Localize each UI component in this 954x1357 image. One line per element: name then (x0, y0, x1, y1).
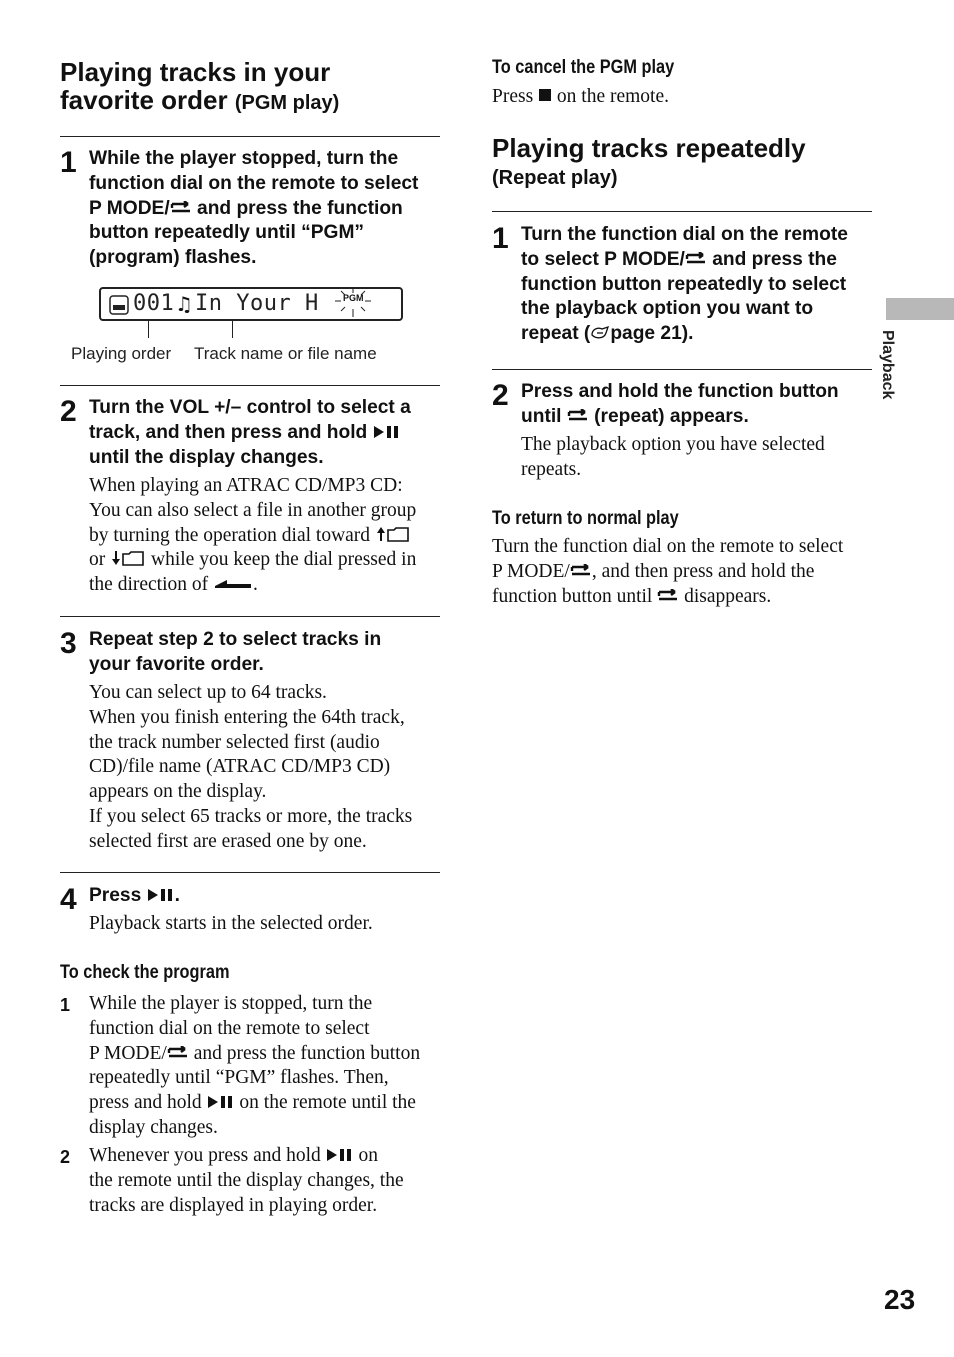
step-3-heading: Repeat step 2 to select tracks in your favorite order. (89, 629, 382, 675)
title-line-2: favorite order (PGM play) (60, 85, 340, 115)
caption-track-name: Track name or file name (194, 344, 377, 363)
music-note-icon: ♫ (175, 292, 193, 316)
cancel-pgm-body: Press on the remote. (492, 86, 670, 107)
reference-icon (590, 325, 610, 341)
playing-order-text: 001 (133, 291, 175, 316)
divider (60, 616, 440, 617)
section-tab-marker (886, 298, 954, 320)
pgm-flash-icon (333, 285, 373, 321)
lcd-display (99, 287, 403, 321)
check-program-title: To check the program (60, 962, 230, 983)
callout-line (232, 320, 233, 338)
section-subtitle-repeat: (Repeat play) (492, 167, 618, 189)
divider (60, 385, 440, 386)
section-title-repeat: Playing tracks repeatedly (492, 133, 806, 163)
track-name-text: In Your H (195, 291, 319, 316)
repeat-step-2-heading: Press and hold the function button until (repeat) appears. (521, 381, 839, 427)
repeat-icon (170, 201, 192, 215)
play-pause-icon (207, 1095, 235, 1109)
step-4-heading: Press . (89, 885, 180, 906)
play-pause-icon (326, 1148, 354, 1162)
repeat-icon (685, 252, 707, 266)
caption-playing-order: Playing order (71, 344, 172, 363)
list-number: 2 (60, 1147, 71, 1167)
pgm-indicator: PGM (343, 293, 364, 303)
cancel-pgm-title: To cancel the PGM play (492, 57, 675, 78)
step-2-heading: Turn the VOL +/– control to select a track, and then press and hold until the display changes. (89, 397, 411, 468)
step-number: 4 (60, 883, 77, 916)
step-number: 1 (492, 222, 509, 255)
list-number: 1 (60, 995, 71, 1015)
divider (492, 211, 872, 212)
repeat-icon (570, 564, 592, 578)
repeat-icon (567, 409, 589, 423)
step-number: 3 (60, 627, 77, 660)
disc-icon (109, 295, 129, 315)
divider (60, 872, 440, 873)
section-tab-label: Playback (879, 330, 896, 400)
page-number: 23 (884, 1284, 916, 1315)
check-item-2: Whenever you press and hold on the remote until the display changes, the tracks are displayed in playing order. (89, 1145, 404, 1216)
left-arrow-icon (213, 578, 253, 590)
step-number: 1 (60, 146, 77, 179)
stop-icon (538, 88, 552, 102)
repeat-step-1-heading: Turn the function dial on the remote to select P MODE/ and press the function button repeatedly to select the playback option you want to repeat ( page 21). (521, 224, 848, 345)
check-item-1: While the player is stopped, turn the function dial on the remote to select P MODE/ and press the function button repeatedly until “PGM” flashes. Then, press and hold on the remote until the display changes. (89, 993, 421, 1138)
folder-up-icon (375, 525, 411, 543)
step-3-body: You can select up to 64 tracks. When you finish entering the 64th track, the track number selected first (audio CD)/file name (ATRAC CD/MP3 CD) appears on the display. If you select 65 tracks or more, the tracks selected first are erased one by one. (89, 682, 413, 852)
divider (60, 136, 440, 137)
repeat-icon (167, 1046, 189, 1060)
step-2-body: When playing an ATRAC CD/MP3 CD: You can also select a file in another group by turning the operation dial toward or while you keep the dial pressed in the direction of . (89, 475, 417, 596)
section-title-pgm (60, 58, 339, 117)
title-line-1: Playing tracks in your (60, 57, 331, 87)
divider (492, 369, 872, 370)
play-pause-icon (147, 888, 175, 902)
play-pause-icon (373, 425, 401, 439)
repeat-icon (657, 589, 679, 603)
step-1-heading: While the player stopped, turn the function dial on the remote to select P MODE/ and press the function button repeatedly until “PGM” (program) flashes. (89, 148, 419, 269)
normal-play-body: Turn the function dial on the remote to select P MODE/ , and then press and hold the function button until disappears. (492, 536, 844, 607)
step-number: 2 (492, 379, 509, 412)
repeat-step-2-body: The playback option you have selected repeats. (521, 434, 825, 480)
normal-play-title: To return to normal play (492, 508, 679, 529)
folder-down-icon (110, 549, 146, 567)
callout-line (148, 320, 149, 338)
step-4-body: Playback starts in the selected order. (89, 913, 373, 934)
step-number: 2 (60, 395, 77, 428)
